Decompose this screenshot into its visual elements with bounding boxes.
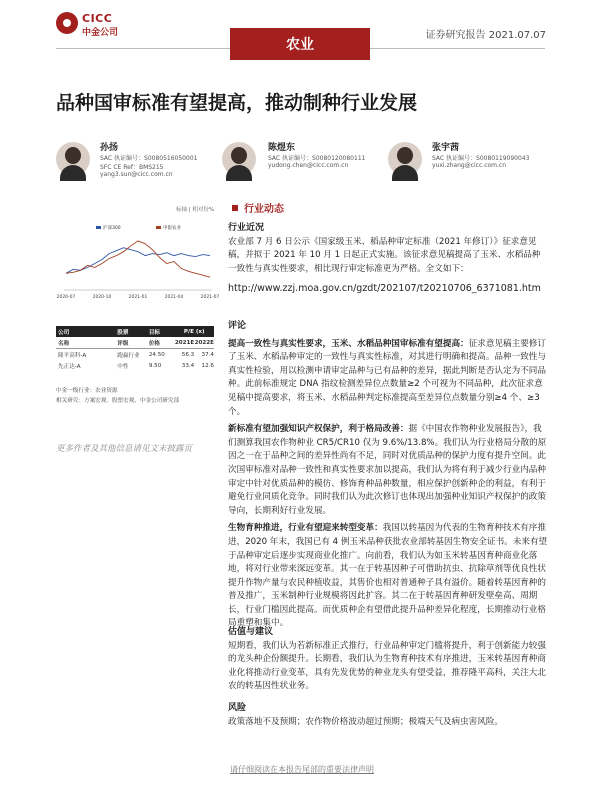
comment-paragraph [228,522,548,631]
valuation-section [228,626,548,694]
recent-heading: 行业近况 [228,223,265,233]
risk-text: 政策落地不及预期；农作物价格波动超过预期；极端天气及病虫害风险。 [228,716,504,727]
table-cell: 9.50 [148,362,162,369]
table-subheader-cell: 价格 [148,340,161,347]
risk-heading: 风险 [228,703,247,713]
table-cell: 33.4 [181,362,195,369]
x-tick-label: 2021-01 [128,295,148,300]
valuation-text: 短期看，我们认为若新标准正式推行，行业品种审定门槛将提升，利于创新能力较强的龙头种企份额提升。长期看，我们认为生物育种技术有序推进，玉米转基因育种商业化将推动行业变革，具有先发优势的种业龙头有望受益，推荐隆平高科，关注大北农的转基因性状业务。 [228,640,546,692]
legend-swatch [96,226,101,229]
note-industry: 中金一级行业：农业资源 [56,388,118,394]
x-tick-label: 2021-07 [200,295,220,300]
cicc-logo-icon [56,12,78,34]
table-cell: 隆平高科-A [58,352,87,359]
recent-text: 农业部 7 月 6 日公示《国家级玉米、稻品种审定标准（2021 年修订）》征求意见稿，并拟于 2021 年 10 月 1 日起正式实施。该征求意见稿提高了玉米、水稻品种一致性与真实性要求，相比现行审定标准更为严格。全文如下： [228,236,541,274]
paragraph-body: 征求意见稿主要修订了玉米、水稻品种审定的一致性与真实性标准，对其进行明确和提高。品种一致性与真实性检验，用以检测申请审定品种与已有品种的差异，据此判断是否认定为不同品种。此前标准规定 DNA 指纹检测差异位点数量≥2 个可视为不同品种，此次征求意见稿中提高要求，将玉米、水稻品种判定标准提高至差异位点数量分别≥4 个、≥3 个。 [228,338,546,417]
legend-label: 沪深300 [103,226,121,231]
report-type-date: 证券研究报告 2021.07.07 [425,30,546,41]
legal-notice-link[interactable]: 请仔细阅读在本报告尾部的重要法律声明 [230,765,374,774]
section-heading [232,200,284,215]
risk-section [228,702,548,729]
paragraph-lead: 提高一致性与真实性要求，玉米、水稻品种国审标准有望提高： [228,338,469,349]
report-title: 品种国审标准有望提高，推动制种行业发展 [56,92,418,114]
valuation-table [56,326,214,371]
sector-tab: 农业 [230,28,370,60]
paragraph-lead: 新标准有望加强知识产权保护，利于格局改善： [228,424,409,435]
comment-heading: 评论 [228,321,247,331]
analyst-email: yang3.sun@cicc.com.cn [100,171,173,178]
analyst-cert: SAC 执证编号：S0080120080111 [268,155,366,162]
comment-paragraph [228,423,548,518]
industry-notes [56,386,179,406]
table-header-cell: 目标 [148,329,161,336]
table-cell: 56.3 [181,351,195,358]
analyst-cert: SAC 执证编号：S0080119090043 [432,155,530,162]
x-tick-label: 2021-04 [164,295,184,300]
table-header-row [56,326,214,337]
analyst-name: 张宇茜 [432,143,460,153]
bullet-square-icon [232,205,238,211]
analyst-email: yuxi.zhang@cicc.com.cn [432,162,507,169]
table-header-cell: 股票 [117,329,129,336]
recent-section [228,222,548,296]
more-info-link[interactable]: 更多作者及其他信息请见文末披露页 [56,444,193,454]
table-subheader-row [56,337,214,349]
section-title: 行业动态 [244,204,284,215]
analyst-name: 孙扬 [100,143,119,153]
paragraph-body: 我国以转基因为代表的生物育种技术有序推进，2020 年末，我国已有 4 例玉米品种获批农业部转基因生物安全证书。未来有望于品种审定后逐步实现商业化推广。向前看，我们认为如玉米转基因育种商业化落地，将对行业带来深远变革。其一在于转基因种子可借助抗虫、抗除草剂等优良性状提升作物产量与农民种植收益，其售价也相对普通种子具有溢价。随着转基因育种的普及推广，玉米制种行业规模将因此扩容。其二在于转基因育种研发壁垒高、周期长，行业门槛因此提高。而优质种企有望借此提升品种差异化程度，长期推动行业格局重塑和集中。 [228,523,548,629]
series-line [66,241,210,277]
table-row [56,360,214,371]
logo-text-cn: 中金公司 [82,28,119,38]
analyst-ce: SFC CE Ref：BMS215 [100,164,164,171]
note-related: 相关研究：方案宏观、股票宏观、中金公司研究部 [56,398,180,404]
legend-label: 申银农业 [163,226,181,231]
series-line [66,248,210,274]
analyst-name: 陈煜东 [268,143,296,153]
table-cell: 24.50 [148,351,165,358]
comment-section [228,320,548,631]
table-cell: 37.4 [201,351,214,358]
table-cell: 12.6 [201,362,214,369]
valuation-heading: 估值与建议 [228,627,274,637]
analyst-photo-avatar [388,142,422,176]
table-cell: 先正达-A [58,363,81,370]
comment-paragraph [228,338,548,420]
paragraph-lead: 生物育种推进，行业有望迎来转型变革： [228,523,383,534]
table-subheader-cell: 2021E [174,339,195,346]
analyst-email: yudong.chen@cicc.com.cn [268,162,349,169]
logo-text-en: CICC [82,12,113,25]
chart-controls: 标轴 | 相对份% [176,207,215,213]
table-subheader-cell: 2022E [194,339,214,346]
analyst-photo-avatar [56,142,90,176]
table-header-cell: 公司 [58,329,70,336]
table-subheader-cell: 评级 [117,340,129,347]
table-cell: 中性 [117,363,129,370]
legend-swatch [156,226,161,229]
x-tick-label: 2020-07 [56,295,76,300]
paragraph-body: 据《中国农作物种业发展报告》，我们测算我国农作物种业 CR5/CR10 仅为 9.6%/13.8%。我们认为行业格局分散的原因之一在于品种之间的差异性尚有不足，同时对优质品种的保护力度有提升空间。此次国审标准对品种一致性和真实性要求加以提高，我们认为将有利于减少行业内品种审定中针对优质品种的模仿、修饰育种品种数量，相应保护创新种企的利益，有利于避免行业同质化竞争。同时我们认为此次修订也体现出加强种业知识产权保护的政策导向，长期利好行业发展。 [228,424,547,516]
relative-performance-chart [56,214,220,304]
analyst-photo-avatar [222,142,256,176]
source-url-link[interactable]: http://www.zzj.moa.gov.cn/gzdt/202107/t20210706_6371081.htm [228,283,541,295]
x-tick-label: 2020-10 [92,295,112,300]
table-row [56,349,214,360]
table-cell: 跑赢行业 [117,352,140,359]
table-subheader-cell: 名称 [58,340,70,347]
table-header-cell: P/E (x) [183,328,205,335]
analyst-cert: SAC 执证编号：S0080516050001 [100,155,198,162]
